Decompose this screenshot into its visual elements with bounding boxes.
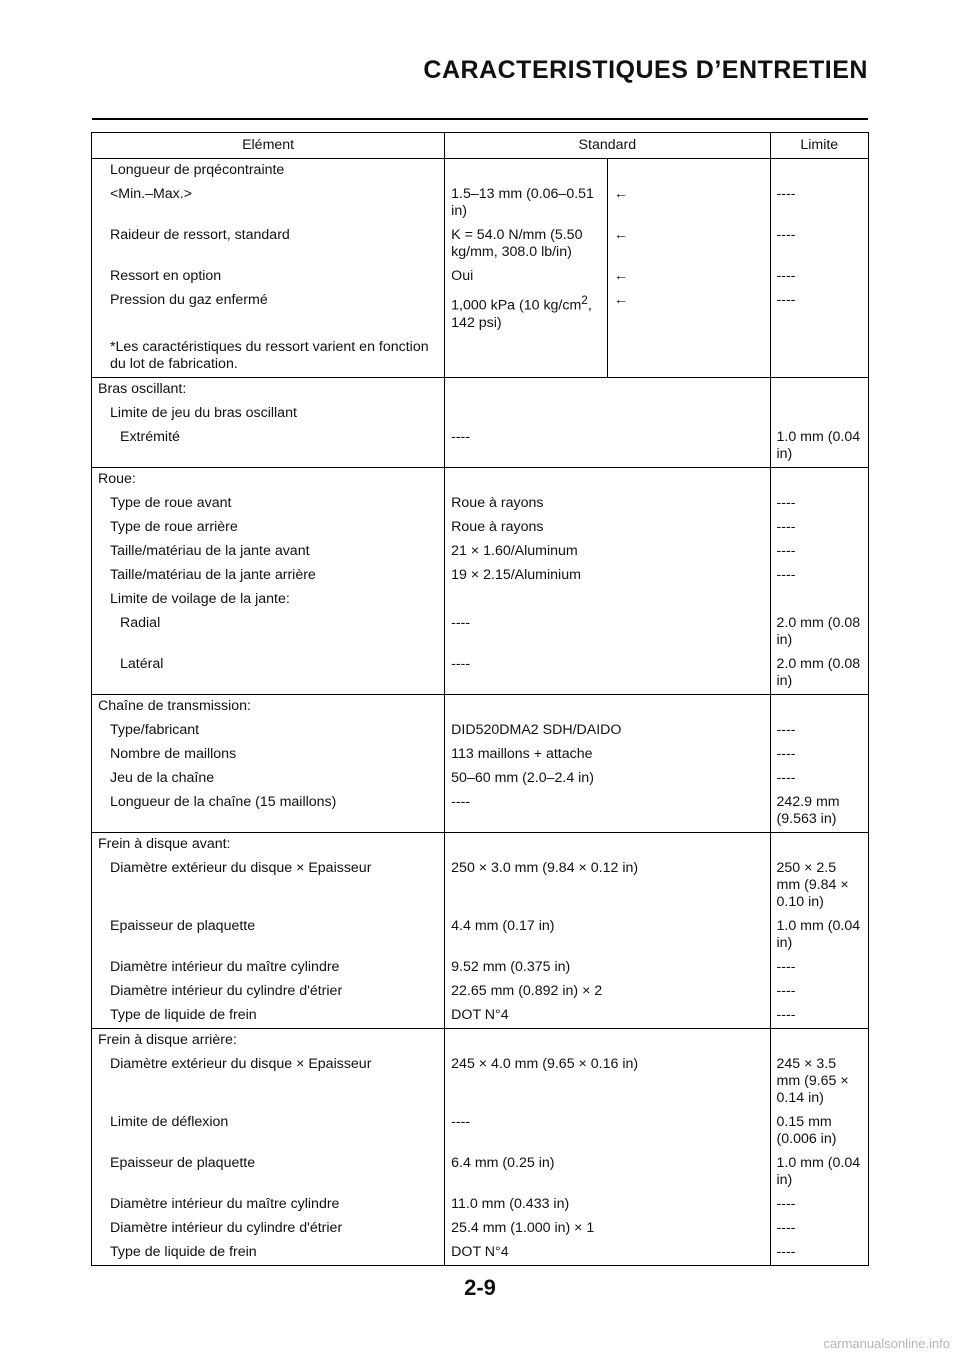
section-heading-row	[92, 1028, 869, 1053]
row-label: Epaisseur de plaquette	[92, 915, 445, 956]
row-label: Diamètre extérieur du disque × Epaisseur	[92, 857, 445, 915]
table-row	[92, 540, 869, 564]
row-limit: ----	[770, 1004, 868, 1029]
row-standard: 245 × 4.0 mm (9.65 × 0.16 in)	[445, 1053, 770, 1111]
row-limit: 2.0 mm (0.08 in)	[770, 653, 868, 695]
table-row	[92, 1217, 869, 1241]
row-label: Diamètre intérieur du maître cylindre	[92, 1193, 445, 1217]
page-number: 2-9	[464, 1275, 496, 1300]
row-standard: Roue à rayons	[445, 492, 770, 516]
row-limit: ----	[770, 743, 868, 767]
row-label: Type de liquide de frein	[92, 1004, 445, 1029]
table-row	[92, 612, 869, 653]
row-limit: ----	[770, 564, 868, 588]
row-limit: ----	[770, 1217, 868, 1241]
row-standard: K = 54.0 N/mm (5.50 kg/mm, 308.0 lb/in)	[445, 224, 608, 265]
section-heading-row	[92, 694, 869, 719]
row-standard: Roue à rayons	[445, 516, 770, 540]
same-as-arrow: ←	[607, 289, 770, 336]
table-row	[92, 1111, 869, 1152]
row-standard: 4.4 mm (0.17 in)	[445, 915, 770, 956]
table-row	[92, 159, 869, 184]
row-label: <Min.–Max.>	[92, 183, 445, 224]
spring-note: *Les caractéristiques du ressort varient en fonction du lot de fabrication.	[92, 336, 445, 378]
row-limit: ----	[770, 540, 868, 564]
row-limit: 2.0 mm (0.08 in)	[770, 612, 868, 653]
table-row	[92, 857, 869, 915]
row-standard: 1,000 kPa (10 $kg/cm^2$, 142 psi)	[445, 289, 608, 336]
section-heading: Bras oscillant:	[92, 377, 445, 402]
row-standard: 6.4 mm (0.25 in)	[445, 1152, 770, 1193]
row-label: Nombre de maillons	[92, 743, 445, 767]
row-standard: DID520DMA2 SDH/DAIDO	[445, 719, 770, 743]
row-limit: 1.0 mm (0.04 in)	[770, 1152, 868, 1193]
row-limit: ----	[770, 289, 868, 336]
table-row	[92, 956, 869, 980]
header-limit: Limite	[770, 133, 868, 159]
table-row	[92, 588, 869, 612]
row-label: Extrémité	[92, 426, 445, 468]
same-as-arrow: ←	[607, 265, 770, 289]
table-row	[92, 915, 869, 956]
row-label: Type/fabricant	[92, 719, 445, 743]
row-standard	[445, 336, 608, 378]
row-arrow	[607, 336, 770, 378]
table-row	[92, 265, 869, 289]
section-heading-row	[92, 377, 869, 402]
row-standard: ----	[445, 1111, 770, 1152]
row-limit: ----	[770, 265, 868, 289]
row-limit: 245 × 3.5 mm (9.65 × 0.14 in)	[770, 1053, 868, 1111]
table-row	[92, 767, 869, 791]
row-label: Limite de voilage de la jante:	[92, 588, 445, 612]
row-arrow	[607, 159, 770, 184]
row-limit: ----	[770, 1193, 868, 1217]
table-row	[92, 1152, 869, 1193]
row-label: Diamètre intérieur du cylindre d'étrier	[92, 1217, 445, 1241]
row-standard: 250 × 3.0 mm (9.84 × 0.12 in)	[445, 857, 770, 915]
row-standard	[445, 159, 608, 184]
row-limit: ----	[770, 183, 868, 224]
row-label: Longueur de prqécontrainte	[92, 159, 445, 184]
row-label: Diamètre intérieur du cylindre d'étrier	[92, 980, 445, 1004]
row-limit: ----	[770, 956, 868, 980]
row-label: Type de liquide de frein	[92, 1241, 445, 1266]
row-limit: 1.0 mm (0.04 in)	[770, 426, 868, 468]
row-label: Diamètre intérieur du maître cylindre	[92, 956, 445, 980]
section-heading-row	[92, 467, 869, 492]
table-row	[92, 653, 869, 695]
row-standard: ----	[445, 426, 770, 468]
table-row	[92, 743, 869, 767]
header-standard: Standard	[445, 133, 770, 159]
table-row	[92, 1241, 869, 1266]
row-label: Taille/matériau de la jante arrière	[92, 564, 445, 588]
section-heading: Roue:	[92, 467, 445, 492]
section-heading: Frein à disque avant:	[92, 832, 445, 857]
row-limit: ----	[770, 980, 868, 1004]
section-heading-row	[92, 832, 869, 857]
table-row	[92, 492, 869, 516]
row-limit: ----	[770, 719, 868, 743]
row-label: Limite de jeu du bras oscillant	[92, 402, 445, 426]
table-row	[92, 980, 869, 1004]
row-label: Latéral	[92, 653, 445, 695]
watermark: carmanualsonline.info	[823, 1336, 950, 1351]
row-standard: ----	[445, 653, 770, 695]
row-label: Type de roue arrière	[92, 516, 445, 540]
table-row	[92, 1193, 869, 1217]
row-standard: 22.65 mm (0.892 in) × 2	[445, 980, 770, 1004]
row-limit: ----	[770, 767, 868, 791]
row-label: Jeu de la chaîne	[92, 767, 445, 791]
row-limit: ----	[770, 492, 868, 516]
row-label: Ressort en option	[92, 265, 445, 289]
table-row	[92, 289, 869, 336]
row-standard: 113 maillons + attache	[445, 743, 770, 767]
table-row	[92, 224, 869, 265]
row-standard: 1.5–13 mm (0.06–0.51 in)	[445, 183, 608, 224]
row-standard: DOT N°4	[445, 1241, 770, 1266]
section-heading: Frein à disque arrière:	[92, 1028, 445, 1053]
table-row	[92, 426, 869, 468]
table-row	[92, 516, 869, 540]
title-rule	[92, 118, 868, 120]
row-standard: 9.52 mm (0.375 in)	[445, 956, 770, 980]
row-standard: ----	[445, 791, 770, 833]
page-title: CARACTERISTIQUES D’ENTRETIEN	[423, 56, 868, 84]
row-limit: ----	[770, 1241, 868, 1266]
row-standard: Oui	[445, 265, 608, 289]
row-standard: 11.0 mm (0.433 in)	[445, 1193, 770, 1217]
same-as-arrow: ←	[607, 224, 770, 265]
table-row	[92, 1053, 869, 1111]
table-row	[92, 564, 869, 588]
row-standard: 19 × 2.15/Aluminium	[445, 564, 770, 588]
header-element: Elément	[92, 133, 445, 159]
table-row	[92, 183, 869, 224]
row-limit	[770, 336, 868, 378]
row-standard: 25.4 mm (1.000 in) × 1	[445, 1217, 770, 1241]
table-row	[92, 719, 869, 743]
table-row	[92, 1004, 869, 1029]
specifications-table	[91, 132, 869, 1266]
row-label: Type de roue avant	[92, 492, 445, 516]
row-label: Taille/matériau de la jante avant	[92, 540, 445, 564]
row-label: Limite de déflexion	[92, 1111, 445, 1152]
row-label: Diamètre extérieur du disque × Epaisseur	[92, 1053, 445, 1111]
row-standard: 50–60 mm (2.0–2.4 in)	[445, 767, 770, 791]
row-label: Raideur de ressort, standard	[92, 224, 445, 265]
row-limit: 0.15 mm (0.006 in)	[770, 1111, 868, 1152]
row-limit	[770, 159, 868, 184]
row-label: Longueur de la chaîne (15 maillons)	[92, 791, 445, 833]
table-row	[92, 402, 869, 426]
row-label: Epaisseur de plaquette	[92, 1152, 445, 1193]
row-limit: ----	[770, 516, 868, 540]
same-as-arrow: ←	[607, 183, 770, 224]
row-limit: 242.9 mm (9.563 in)	[770, 791, 868, 833]
table-row	[92, 791, 869, 833]
row-standard: ----	[445, 612, 770, 653]
row-limit: 1.0 mm (0.04 in)	[770, 915, 868, 956]
row-standard: 21 × 1.60/Aluminum	[445, 540, 770, 564]
table-row	[92, 336, 869, 378]
section-heading: Chaîne de transmission:	[92, 694, 445, 719]
table-header-row	[92, 133, 869, 159]
row-label: Radial	[92, 612, 445, 653]
row-limit: 250 × 2.5 mm (9.84 × 0.10 in)	[770, 857, 868, 915]
row-standard: DOT N°4	[445, 1004, 770, 1029]
row-label: Pression du gaz enfermé	[92, 289, 445, 336]
row-limit: ----	[770, 224, 868, 265]
